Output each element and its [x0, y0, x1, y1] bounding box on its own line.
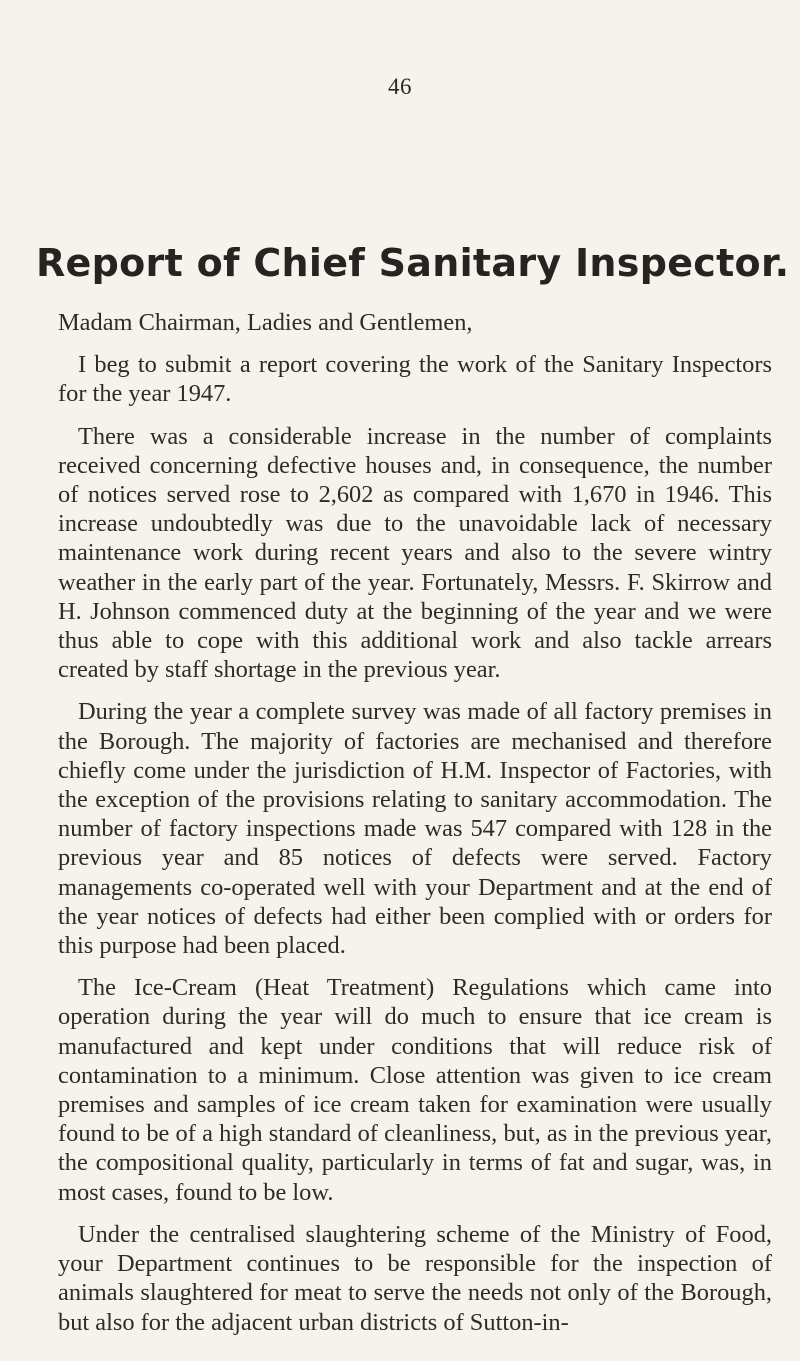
report-title: Report of Chief Sanitary Inspector. [36, 241, 790, 285]
report-body [58, 308, 772, 1350]
paragraph-ice-cream: The Ice-Cream (Heat Treatment) Regulations which came into operation during the year will do much to ensure that ice cream is manufactured and kept under conditions that will reduce risk of contamination to a minimum. Close attention was given to ice cream premises and samples of ice cream taken for examination were usually found to be of a high standard of cleanliness, but, as in the previous year, the compositional quality, particularly in terms of fat and sugar, was, in most cases, found to be low. [58, 974, 772, 1206]
paragraph-slaughtering: Under the centralised slaughtering scheme of the Ministry of Food, your Department continues to be responsible for the inspection of animals slaughtered for meat to serve the needs not only of the Borough, but also for the adjacent urban districts of Sutton-in- [58, 1220, 772, 1336]
page-number: 46 [388, 74, 412, 99]
paragraph-factories: During the year a complete survey was made of all factory premises in the Borough. The majority of factories are mechanised and therefore chiefly come under the jurisdiction of H.M. Inspector of Factories, with the exception of the provisions relating to sanitary accommodation. The number of factory inspections made was 547 compared with 128 in the previous year and 85 notices of defects were served. Factory managements co-operated well with your Department and at the end of the year notices of defects had either been complied with or orders for this purpose had been placed. [58, 698, 772, 960]
paragraph-intro: I beg to submit a report covering the work of the Sanitary Inspectors for the year 1947. [58, 351, 772, 408]
salutation: Madam Chairman, Ladies and Gentlemen, [58, 309, 473, 336]
paragraph-complaints: There was a considerable increase in the number of complaints received concerning defective houses and, in consequence, the number of notices served rose to 2,602 as compared with 1,670 in 1946. This increase undoubtedly was due to the unavoidable lack of necessary maintenance work during recent years and also to the severe wintry weather in the early part of the year. Fortunately, Messrs. F. Skirrow and H. Johnson commenced duty at the beginning of the year and we were thus able to cope with this additional work and also tackle arrears created by staff shortage in the previous year. [58, 422, 772, 684]
